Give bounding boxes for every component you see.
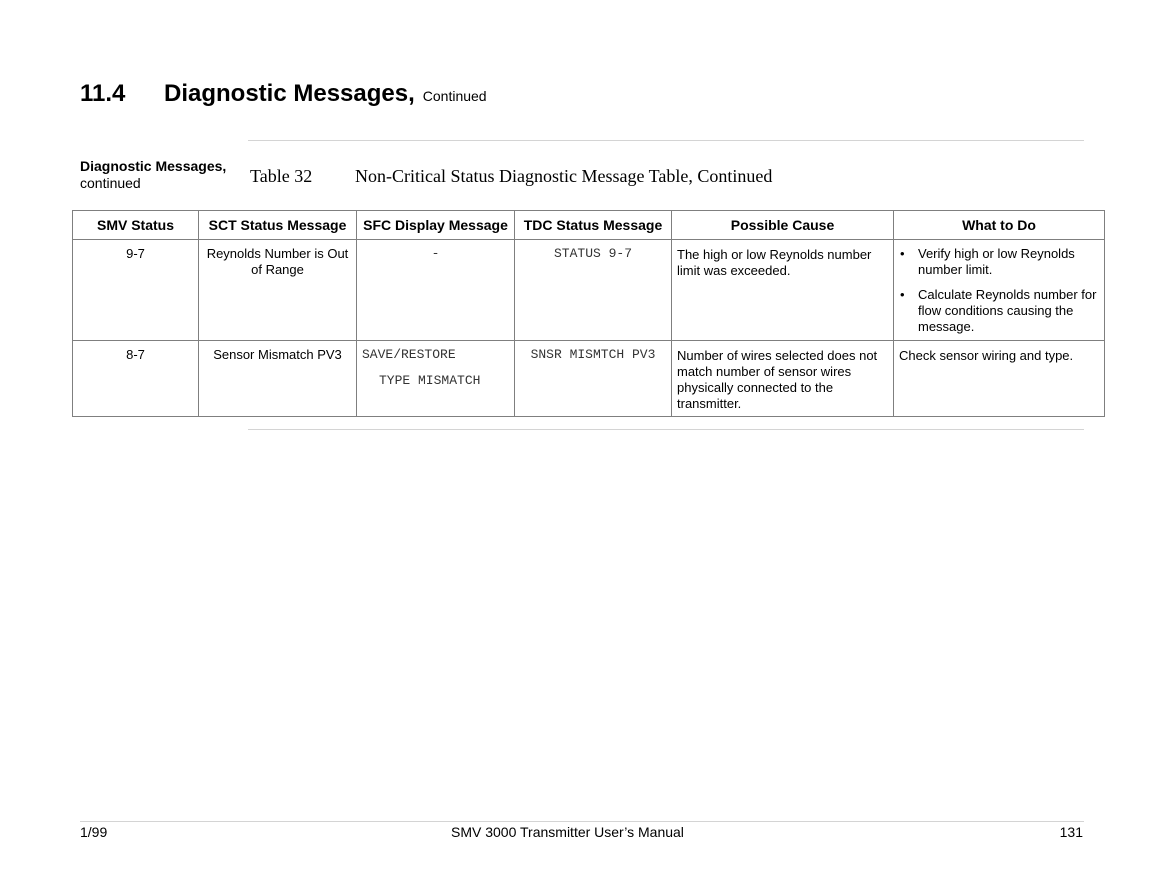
table-header-row — [73, 211, 1105, 240]
cell-sct-status-message: Sensor Mismatch PV3 — [199, 341, 357, 417]
table-caption — [250, 166, 772, 187]
side-label-continued: continued — [80, 175, 141, 191]
bottom-divider — [248, 429, 1084, 430]
bullet-icon: • — [900, 287, 905, 302]
list-item-text: Calculate Reynolds number for flow conditions causing the message. — [918, 287, 1097, 334]
section-header — [80, 80, 487, 108]
cell-possible-cause: Number of wires selected does not match number of sensor wires physically connected to the transmitter. — [672, 341, 894, 417]
table-row — [73, 341, 1105, 417]
cell-sfc-display-message — [357, 240, 515, 341]
cell-smv-status: 9-7 — [73, 240, 199, 341]
header-smv-status: SMV Status — [73, 211, 199, 240]
footer-manual-title: SMV 3000 Transmitter User’s Manual — [451, 824, 684, 840]
list-item — [899, 287, 1099, 335]
top-divider — [248, 140, 1084, 141]
what-to-do-list — [899, 246, 1099, 335]
cell-sfc-display-message — [357, 341, 515, 417]
cell-what-to-do — [894, 240, 1105, 341]
side-label-title: Diagnostic Messages, — [80, 158, 227, 174]
footer-divider — [80, 821, 1084, 822]
side-label — [80, 158, 226, 192]
header-tdc-status-message: TDC Status Message — [515, 211, 672, 240]
header-possible-cause: Possible Cause — [672, 211, 894, 240]
list-item-text: Verify high or low Reynolds number limit. — [918, 246, 1075, 277]
sfc-display-line: TYPE MISMATCH — [379, 373, 481, 388]
cell-smv-status: 8-7 — [73, 341, 199, 417]
cell-what-to-do: Check sensor wiring and type. — [894, 341, 1105, 417]
section-title: Diagnostic Messages, — [164, 80, 415, 107]
section-number: 11.4 — [80, 80, 126, 107]
list-item — [899, 246, 1099, 278]
table-row — [73, 240, 1105, 341]
bullet-icon: • — [900, 246, 905, 261]
header-sfc-display-message: SFC Display Message — [357, 211, 515, 240]
footer-date: 1/99 — [80, 824, 108, 840]
header-what-to-do: What to Do — [894, 211, 1105, 240]
sfc-display-line: - — [431, 246, 440, 261]
cell-possible-cause: The high or low Reynolds number limit was exceeded. — [672, 240, 894, 341]
table-caption-title: Non-Critical Status Diagnostic Message Table, Continued — [355, 166, 773, 186]
sfc-display-line: SAVE/RESTORE — [362, 347, 456, 362]
section-continued-label: Continued — [422, 88, 487, 104]
footer-page-number: 131 — [1059, 824, 1083, 840]
cell-tdc-status-message: STATUS 9-7 — [515, 240, 672, 341]
header-sct-status-message: SCT Status Message — [199, 211, 357, 240]
table-caption-number: Table 32 — [250, 166, 313, 186]
cell-tdc-status-message: SNSR MISMTCH PV3 — [515, 341, 672, 417]
cell-sct-status-message: Reynolds Number is Out of Range — [199, 240, 357, 341]
diagnostic-message-table — [72, 210, 1105, 417]
